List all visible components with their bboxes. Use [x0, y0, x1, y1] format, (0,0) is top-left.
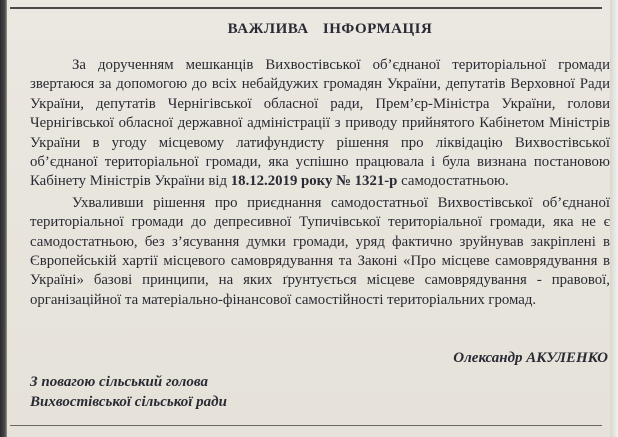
page-edge-left [0, 0, 7, 437]
top-rule [10, 7, 602, 9]
author-name: Олександр АКУЛЕНКО [453, 350, 608, 366]
notice-title: ВАЖЛИВА ІНФОРМАЦІЯ [227, 21, 433, 37]
paragraph-appeal [30, 56, 610, 192]
bottom-rule [10, 425, 602, 426]
closing-line-1: З повагою сільський голова [30, 374, 208, 390]
page-edge-right [610, 0, 618, 437]
resolution-reference: 18.12.2019 року № 1321-р [230, 173, 398, 190]
paragraph-appeal-ending: самодостатньою. [401, 173, 509, 190]
notice-body [30, 20, 610, 310]
paragraph-appeal-text: За дорученням мешканців Вихвостівської об’єднаної територіальної громади звертаюся за допомогою до всіх небайдужих громадян України, депутатів Верховної Ради України, депутатів Чернігівської обласної ради, Прем’єр-Міністра України, голови Чернігівської обласної державної адміністрації з приводу прийнятого Кабінетом Міністрів України в угоду місцевому латифундисту рішення про ліквідацію Вихвостівської об’єднаної територіальної громади, яка успішно працювала і була визнана постановою Кабінету Міністрів України від [30, 57, 610, 190]
closing-block [30, 372, 227, 412]
signature-row [30, 350, 610, 370]
paragraph-decision: Ухваливши рішення про приєднання самодостатньої Вихвостівської об’єднаної територіальної громади до депресивної Тупичівської територіальної громади, яка не є самодостатньою, без з’ясування думки громади, уряд фактично зруйнував закріплені в Європейській хартії місцевого самоврядування та Законі «Про місцеве самоврядування в Україні» базові принципи, на яких ґрунтується місцеве самоврядування - правової, організаційної та матеріально-фінансової самостійності територіальних громад. [30, 194, 610, 308]
closing-line-2: Вихвостівської сільської ради [30, 394, 227, 410]
